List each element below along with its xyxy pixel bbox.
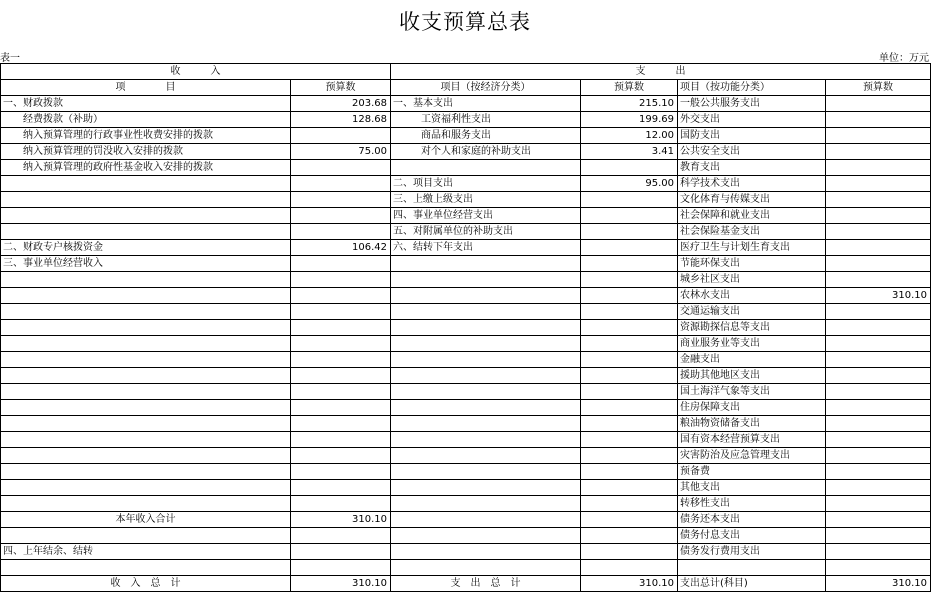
func-expense-amount (826, 176, 931, 192)
income-amount (291, 320, 391, 336)
econ-expense-item (391, 368, 581, 384)
income-item (1, 224, 291, 240)
func-expense-item: 粮油物资储备支出 (678, 416, 826, 432)
econ-expense-item (391, 432, 581, 448)
func-expense-amount (826, 224, 931, 240)
func-expense-amount (826, 544, 931, 560)
income-item (1, 480, 291, 496)
econ-expense-amount (581, 288, 678, 304)
income-amount (291, 544, 391, 560)
func-expense-item: 其他支出 (678, 480, 826, 496)
func-expense-item: 一般公共服务支出 (678, 96, 826, 112)
econ-expense-item (391, 288, 581, 304)
func-expense-amount (826, 432, 931, 448)
income-item (1, 464, 291, 480)
func-item-header: 项目（按功能分类） (678, 80, 826, 96)
table-row (1, 496, 931, 512)
income-amount (291, 496, 391, 512)
econ-expense-amount: 310.10 (581, 576, 678, 592)
func-expense-amount (826, 560, 931, 576)
econ-expense-item: 支 出 总 计 (391, 576, 581, 592)
table-row (1, 128, 931, 144)
income-header: 收 入 (1, 64, 391, 80)
econ-expense-amount (581, 304, 678, 320)
table-row (1, 256, 931, 272)
econ-expense-item (391, 464, 581, 480)
income-amount (291, 208, 391, 224)
column-header-row (1, 80, 931, 96)
table-row (1, 512, 931, 528)
page-title: 收支预算总表 (399, 10, 531, 34)
func-expense-amount (826, 384, 931, 400)
table-row (1, 384, 931, 400)
func-expense-item: 外交支出 (678, 112, 826, 128)
income-item: 二、财政专户核拨资金 (1, 240, 291, 256)
income-item (1, 416, 291, 432)
income-amount (291, 128, 391, 144)
func-expense-item: 转移性支出 (678, 496, 826, 512)
econ-expense-amount (581, 240, 678, 256)
income-amount (291, 272, 391, 288)
econ-expense-item: 一、基本支出 (391, 96, 581, 112)
income-amount (291, 176, 391, 192)
table-row (1, 464, 931, 480)
table-row (1, 288, 931, 304)
econ-expense-item (391, 496, 581, 512)
econ-expense-item: 工资福利性支出 (391, 112, 581, 128)
income-item (1, 304, 291, 320)
econ-expense-item (391, 352, 581, 368)
table-row (1, 400, 931, 416)
econ-expense-amount (581, 400, 678, 416)
func-expense-amount (826, 112, 931, 128)
table-row (1, 96, 931, 112)
econ-expense-item (391, 160, 581, 176)
econ-expense-amount (581, 336, 678, 352)
income-item (1, 272, 291, 288)
econ-expense-amount (581, 448, 678, 464)
table-row (1, 544, 931, 560)
income-item: 一、财政拨款 (1, 96, 291, 112)
table-row (1, 336, 931, 352)
econ-expense-amount: 12.00 (581, 128, 678, 144)
income-amount: 128.68 (291, 112, 391, 128)
func-expense-amount (826, 192, 931, 208)
table-row (1, 480, 931, 496)
income-item (1, 560, 291, 576)
econ-expense-amount: 95.00 (581, 176, 678, 192)
func-expense-amount (826, 272, 931, 288)
econ-expense-item: 六、结转下年支出 (391, 240, 581, 256)
table-row (1, 240, 931, 256)
econ-expense-amount: 215.10 (581, 96, 678, 112)
table-row (1, 208, 931, 224)
income-item (1, 336, 291, 352)
income-amount: 106.42 (291, 240, 391, 256)
income-item: 纳入预算管理的罚没收入安排的拨款 (1, 144, 291, 160)
func-expense-item: 商业服务业等支出 (678, 336, 826, 352)
econ-expense-item (391, 544, 581, 560)
func-expense-amount (826, 336, 931, 352)
econ-expense-amount (581, 320, 678, 336)
income-amount (291, 256, 391, 272)
table-row (1, 448, 931, 464)
econ-expense-item (391, 272, 581, 288)
func-expense-item: 交通运输支出 (678, 304, 826, 320)
func-expense-item: 农林水支出 (678, 288, 826, 304)
func-expense-amount (826, 528, 931, 544)
func-expense-amount (826, 400, 931, 416)
func-expense-item (678, 560, 826, 576)
income-budget-header: 预算数 (291, 80, 391, 96)
table-row (1, 112, 931, 128)
func-expense-item: 国土海洋气象等支出 (678, 384, 826, 400)
econ-expense-amount (581, 560, 678, 576)
func-expense-item: 医疗卫生与计划生育支出 (678, 240, 826, 256)
table-number: 表一 (0, 53, 20, 64)
table-row (1, 432, 931, 448)
income-amount (291, 224, 391, 240)
income-amount (291, 384, 391, 400)
econ-expense-amount (581, 496, 678, 512)
econ-expense-item (391, 528, 581, 544)
income-amount (291, 400, 391, 416)
econ-expense-item (391, 304, 581, 320)
func-expense-amount (826, 144, 931, 160)
econ-expense-item (391, 560, 581, 576)
func-budget-header: 预算数 (826, 80, 931, 96)
func-expense-item: 预备费 (678, 464, 826, 480)
income-amount (291, 432, 391, 448)
income-item (1, 432, 291, 448)
income-amount (291, 368, 391, 384)
func-expense-item: 灾害防治及应急管理支出 (678, 448, 826, 464)
func-expense-item: 债务发行费用支出 (678, 544, 826, 560)
econ-expense-amount (581, 224, 678, 240)
econ-expense-amount (581, 272, 678, 288)
econ-expense-item: 四、事业单位经营支出 (391, 208, 581, 224)
econ-expense-item (391, 400, 581, 416)
econ-item-header: 项目（按经济分类） (391, 80, 581, 96)
func-expense-amount (826, 448, 931, 464)
income-item (1, 192, 291, 208)
func-expense-item: 援助其他地区支出 (678, 368, 826, 384)
func-expense-amount (826, 128, 931, 144)
func-expense-amount (826, 416, 931, 432)
func-expense-amount (826, 368, 931, 384)
expense-header: 支 出 (391, 64, 931, 80)
income-amount (291, 192, 391, 208)
func-expense-amount (826, 304, 931, 320)
table-row (1, 304, 931, 320)
income-item: 本年收入合计 (1, 512, 291, 528)
func-expense-amount (826, 352, 931, 368)
income-amount: 310.10 (291, 576, 391, 592)
income-amount (291, 352, 391, 368)
income-item (1, 528, 291, 544)
table-row (1, 528, 931, 544)
econ-expense-amount (581, 368, 678, 384)
table-row (1, 320, 931, 336)
income-amount (291, 464, 391, 480)
econ-expense-amount (581, 528, 678, 544)
func-expense-item: 文化体育与传媒支出 (678, 192, 826, 208)
func-expense-amount (826, 512, 931, 528)
income-item-header: 项 目 (1, 80, 291, 96)
econ-expense-amount (581, 544, 678, 560)
income-item (1, 288, 291, 304)
income-item (1, 352, 291, 368)
econ-expense-item (391, 320, 581, 336)
income-amount: 310.10 (291, 512, 391, 528)
income-item: 经费拨款（补助） (1, 112, 291, 128)
func-expense-item: 节能环保支出 (678, 256, 826, 272)
econ-expense-item (391, 384, 581, 400)
func-expense-item: 支出总计(科目) (678, 576, 826, 592)
table-row (1, 368, 931, 384)
econ-expense-item (391, 448, 581, 464)
func-expense-item: 国有资本经营预算支出 (678, 432, 826, 448)
econ-expense-amount (581, 160, 678, 176)
table-row (1, 352, 931, 368)
table-row (1, 272, 931, 288)
econ-expense-item: 五、对附属单位的补助支出 (391, 224, 581, 240)
budget-summary-table (0, 63, 931, 592)
econ-expense-amount: 3.41 (581, 144, 678, 160)
func-expense-item: 科学技术支出 (678, 176, 826, 192)
func-expense-item: 资源勘探信息等支出 (678, 320, 826, 336)
econ-expense-item: 商品和服务支出 (391, 128, 581, 144)
econ-expense-item: 对个人和家庭的补助支出 (391, 144, 581, 160)
func-expense-amount (826, 480, 931, 496)
func-expense-item: 金融支出 (678, 352, 826, 368)
func-expense-item: 国防支出 (678, 128, 826, 144)
income-item: 收 入 总 计 (1, 576, 291, 592)
income-item (1, 400, 291, 416)
income-item (1, 176, 291, 192)
grand-total-row (1, 576, 931, 592)
table-row (1, 192, 931, 208)
func-expense-amount (826, 320, 931, 336)
econ-expense-amount (581, 192, 678, 208)
func-expense-item: 社会保障和就业支出 (678, 208, 826, 224)
income-amount (291, 304, 391, 320)
econ-expense-amount: 199.69 (581, 112, 678, 128)
income-item (1, 384, 291, 400)
section-header-row (1, 64, 931, 80)
table-row (1, 176, 931, 192)
econ-expense-amount (581, 256, 678, 272)
income-amount (291, 288, 391, 304)
income-item: 纳入预算管理的行政事业性收费安排的拨款 (1, 128, 291, 144)
income-amount (291, 528, 391, 544)
income-item: 四、上年结余、结转 (1, 544, 291, 560)
econ-expense-amount (581, 384, 678, 400)
income-amount (291, 336, 391, 352)
econ-expense-amount (581, 464, 678, 480)
income-amount (291, 416, 391, 432)
econ-expense-item: 三、上缴上级支出 (391, 192, 581, 208)
econ-expense-item (391, 512, 581, 528)
econ-expense-item (391, 480, 581, 496)
func-expense-item: 教育支出 (678, 160, 826, 176)
table-row (1, 224, 931, 240)
func-expense-amount: 310.10 (826, 576, 931, 592)
func-expense-item: 社会保险基金支出 (678, 224, 826, 240)
income-item: 三、事业单位经营收入 (1, 256, 291, 272)
econ-budget-header: 预算数 (581, 80, 678, 96)
unit-label: 单位：万元 (879, 53, 929, 64)
econ-expense-amount (581, 432, 678, 448)
income-amount: 75.00 (291, 144, 391, 160)
econ-expense-amount (581, 208, 678, 224)
econ-expense-amount (581, 352, 678, 368)
econ-expense-amount (581, 512, 678, 528)
econ-expense-item (391, 256, 581, 272)
func-expense-amount (826, 96, 931, 112)
func-expense-item: 住房保障支出 (678, 400, 826, 416)
func-expense-item: 债务付息支出 (678, 528, 826, 544)
income-amount: 203.68 (291, 96, 391, 112)
func-expense-item: 债务还本支出 (678, 512, 826, 528)
func-expense-item: 城乡社区支出 (678, 272, 826, 288)
income-amount (291, 160, 391, 176)
income-item (1, 448, 291, 464)
income-amount (291, 480, 391, 496)
func-expense-amount (826, 256, 931, 272)
func-expense-amount (826, 496, 931, 512)
income-item: 纳入预算管理的政府性基金收入安排的拨款 (1, 160, 291, 176)
func-expense-item: 公共安全支出 (678, 144, 826, 160)
econ-expense-amount (581, 480, 678, 496)
econ-expense-item (391, 416, 581, 432)
table-row (1, 160, 931, 176)
func-expense-amount (826, 208, 931, 224)
income-amount (291, 560, 391, 576)
table-row (1, 560, 931, 576)
table-row (1, 144, 931, 160)
income-item (1, 496, 291, 512)
income-item (1, 208, 291, 224)
income-item (1, 320, 291, 336)
func-expense-amount (826, 160, 931, 176)
income-item (1, 368, 291, 384)
func-expense-amount (826, 464, 931, 480)
func-expense-amount (826, 240, 931, 256)
econ-expense-amount (581, 416, 678, 432)
econ-expense-item: 二、项目支出 (391, 176, 581, 192)
econ-expense-item (391, 336, 581, 352)
table-row (1, 416, 931, 432)
income-amount (291, 448, 391, 464)
func-expense-amount: 310.10 (826, 288, 931, 304)
